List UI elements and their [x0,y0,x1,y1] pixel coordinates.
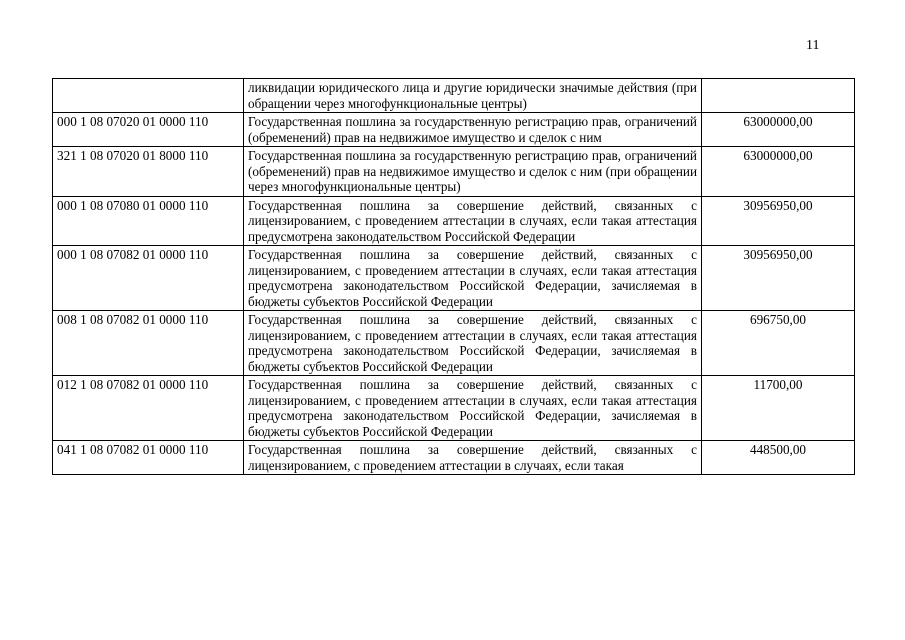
budget-code-cell: 000 1 08 07082 01 0000 110 [53,246,244,311]
table-row [53,147,855,197]
revenue-name-cell: Государственная пошлина за совершение действий, связанных с лицензированием, с проведением аттестации в случаях, если такая аттестация предусмотрена законодательством Российской Федерации [244,196,702,246]
amount-cell: 63000000,00 [702,147,855,197]
revenue-name-cell: ликвидации юридического лица и другие юридически значимые действия (при обращении через многофункциональные центры) [244,79,702,113]
budget-code-cell: 000 1 08 07020 01 0000 110 [53,113,244,147]
budget-code-cell: 012 1 08 07082 01 0000 110 [53,376,244,441]
budget-code-cell [53,79,244,113]
amount-cell: 696750,00 [702,311,855,376]
amount-cell: 11700,00 [702,376,855,441]
amount-cell: 30956950,00 [702,246,855,311]
revenue-name-cell: Государственная пошлина за государственную регистрацию прав, ограничений (обременений) прав на недвижимое имущество и сделок с ним [244,113,702,147]
revenue-name-cell: Государственная пошлина за совершение действий, связанных с лицензированием, с проведением аттестации в случаях, если такая аттестация предусмотрена законодательством Российской Федерации, зачисляемая в бюджеты субъектов Российской Федерации [244,376,702,441]
amount-cell [702,79,855,113]
table-row [53,196,855,246]
table-row [53,246,855,311]
revenue-table [52,78,855,475]
table-row [53,441,855,475]
revenue-name-cell: Государственная пошлина за совершение действий, связанных с лицензированием, с проведением аттестации в случаях, если такая аттестация предусмотрена законодательством Российской Федерации, зачисляемая в бюджеты субъектов Российской Федерации [244,311,702,376]
revenue-name-cell: Государственная пошлина за государственную регистрацию прав, ограничений (обременений) прав на недвижимое имущество и сделок с ним (при обращении через многофункциональные центры) [244,147,702,197]
table-row [53,311,855,376]
budget-code-cell: 321 1 08 07020 01 8000 110 [53,147,244,197]
budget-code-cell: 008 1 08 07082 01 0000 110 [53,311,244,376]
table-row [53,376,855,441]
amount-cell: 30956950,00 [702,196,855,246]
amount-cell: 63000000,00 [702,113,855,147]
revenue-name-cell: Государственная пошлина за совершение действий, связанных с лицензированием, с проведением аттестации в случаях, если такая аттестация предусмотрена законодательством Российской Федерации, зачисляемая в бюджеты субъектов Российской Федерации [244,246,702,311]
revenue-name-cell: Государственная пошлина за совершение действий, связанных с лицензированием, с проведением аттестации в случаях, если такая [244,441,702,475]
budget-code-cell: 000 1 08 07080 01 0000 110 [53,196,244,246]
budget-code-cell: 041 1 08 07082 01 0000 110 [53,441,244,475]
amount-cell: 448500,00 [702,441,855,475]
table-row [53,79,855,113]
page-number: 11 [806,38,820,53]
table-row [53,113,855,147]
